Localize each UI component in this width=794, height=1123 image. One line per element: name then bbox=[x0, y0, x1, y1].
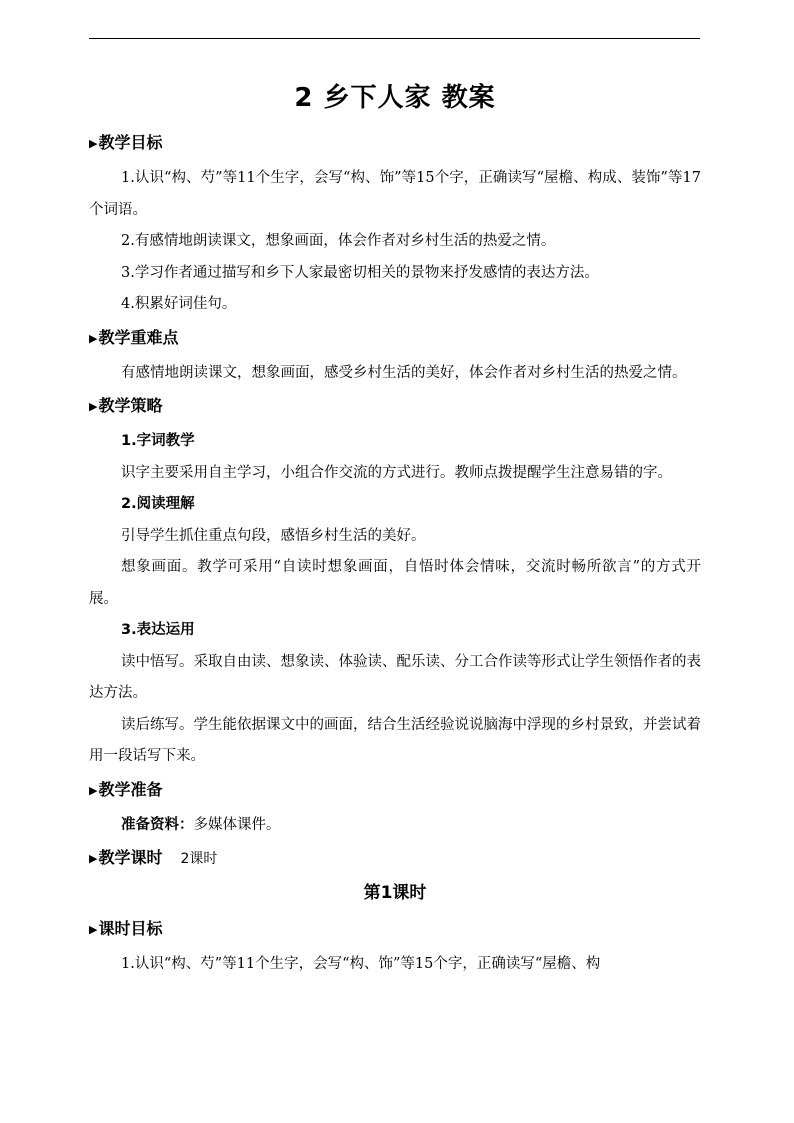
hours-value: 2课时 bbox=[180, 851, 218, 867]
key-points-text: 有感情地朗读课文，想象画面，感受乡村生活的美好，体会作者对乡村生活的热爱之情。 bbox=[121, 364, 687, 381]
section-heading-goals bbox=[89, 132, 701, 155]
triangle-bullet-icon: ▶ bbox=[89, 331, 98, 345]
strategy-subheading: 3.表达运用 bbox=[121, 622, 195, 638]
document-page bbox=[89, 78, 701, 981]
section-heading-text: 教学准备 bbox=[98, 779, 163, 799]
prep-value: 多媒体课件。 bbox=[193, 816, 281, 833]
strategy-subheading: 1.字词教学 bbox=[121, 433, 195, 449]
strategy-paragraph: 引导学生抓住重点句段，感悟乡村生活的美好。 bbox=[121, 527, 426, 544]
section-heading-key-points bbox=[89, 327, 701, 350]
section-heading-strategy bbox=[89, 395, 701, 418]
strategy-paragraph: 想象画面。教学可采用“自读时想象画面，自悟时体会情味，交流时畅所欲言”的方式开展。 bbox=[89, 559, 701, 607]
goal-item: 2.有感情地朗读课文，想象画面，体会作者对乡村生活的热爱之情。 bbox=[121, 233, 556, 249]
triangle-bullet-icon: ▶ bbox=[89, 400, 98, 413]
strategy-paragraph: 读中悟写。采取自由读、想象读、体验读、配乐读、分工合作读等形式让学生领悟作者的表达方法。 bbox=[89, 653, 701, 701]
header-rule bbox=[89, 38, 700, 39]
section-heading-lesson-goals bbox=[89, 918, 701, 941]
strategy-paragraph: 读后练写。学生能依据课文中的画面，结合生活经验说说脑海中浮现的乡村景致，并尝试着用一段话写下来。 bbox=[89, 716, 701, 764]
lesson-title: 第1课时 bbox=[363, 883, 427, 903]
section-heading-text: 教学策略 bbox=[98, 396, 163, 415]
section-heading-text: 教学目标 bbox=[98, 133, 163, 152]
document-title: 2 乡下人家 教案 bbox=[294, 83, 496, 113]
strategy-paragraph: 识字主要采用自主学习，小组合作交流的方式进行。教师点拨提醒学生注意易错的字。 bbox=[121, 464, 672, 481]
goal-item: 1.认识“构、芍”等11个生字，会写“构、饰”等15个字，正确读写“屋檐、构成、装饰”等17个词语。 bbox=[89, 170, 701, 218]
lesson-goal-item: 1.认识“构、芍”等11个生字，会写“构、饰”等15个字，正确读写“屋檐、构 bbox=[121, 956, 601, 972]
section-heading-prep bbox=[89, 779, 701, 802]
goal-item: 4.积累好词佳句。 bbox=[121, 296, 237, 312]
triangle-bullet-icon: ▶ bbox=[89, 783, 98, 797]
strategy-subheading: 2.阅读理解 bbox=[121, 496, 195, 512]
section-heading-text: 教学课时 bbox=[98, 848, 163, 867]
prep-label: 准备资料： bbox=[121, 816, 194, 833]
triangle-bullet-icon: ▶ bbox=[89, 923, 98, 936]
goal-item: 3.学习作者通过描写和乡下人家最密切相关的景物来抒发感情的表达方法。 bbox=[121, 264, 599, 281]
section-heading-hours bbox=[89, 847, 701, 870]
section-heading-text: 课时目标 bbox=[98, 919, 163, 938]
prep-line bbox=[89, 810, 701, 842]
section-heading-text: 教学重难点 bbox=[98, 327, 179, 347]
triangle-bullet-icon: ▶ bbox=[89, 852, 98, 865]
triangle-bullet-icon: ▶ bbox=[89, 137, 98, 150]
